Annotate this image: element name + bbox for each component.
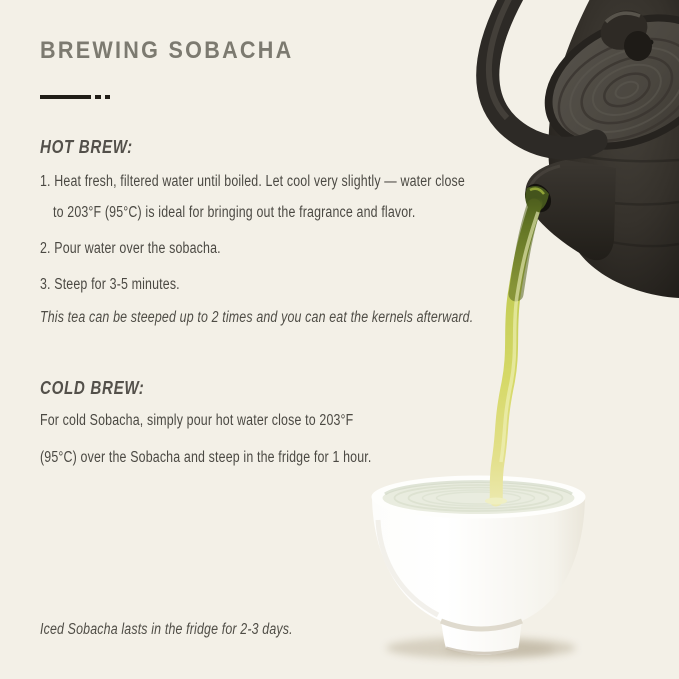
hot-brew-step-1-line-2: to 203°F (95°C) is ideal for bringing out the fragrance and flavor. (53, 204, 416, 221)
dash-divider (40, 95, 110, 99)
white-tea-bowl (372, 476, 586, 660)
divider-bar (40, 95, 91, 99)
hot-brew-step-3: 3. Steep for 3-5 minutes. (40, 276, 180, 293)
footer-note: Iced Sobacha lasts in the fridge for 2-3 days. (40, 621, 293, 638)
cold-brew-line-1: For cold Sobacha, simply pour hot water close to 203°F (40, 412, 354, 429)
hot-brew-step-1-line-1: 1. Heat fresh, filtered water until boiled. Let cool very slightly — water close (40, 173, 465, 190)
hot-brew-heading: HOT BREW: (40, 137, 133, 157)
hot-brew-note: This tea can be steeped up to 2 times and you can eat the kernels afterward. (40, 309, 474, 326)
tea-stream (485, 203, 538, 505)
hot-brew-step-2: 2. Pour water over the sobacha. (40, 240, 221, 257)
cold-brew-line-2: (95°C) over the Sobacha and steep in the fridge for 1 hour. (40, 449, 372, 466)
cold-brew-heading: COLD BREW: (40, 378, 145, 398)
divider-dot (105, 95, 110, 99)
divider-dot (95, 95, 101, 99)
page-title: BREWING SOBACHA (40, 37, 294, 64)
